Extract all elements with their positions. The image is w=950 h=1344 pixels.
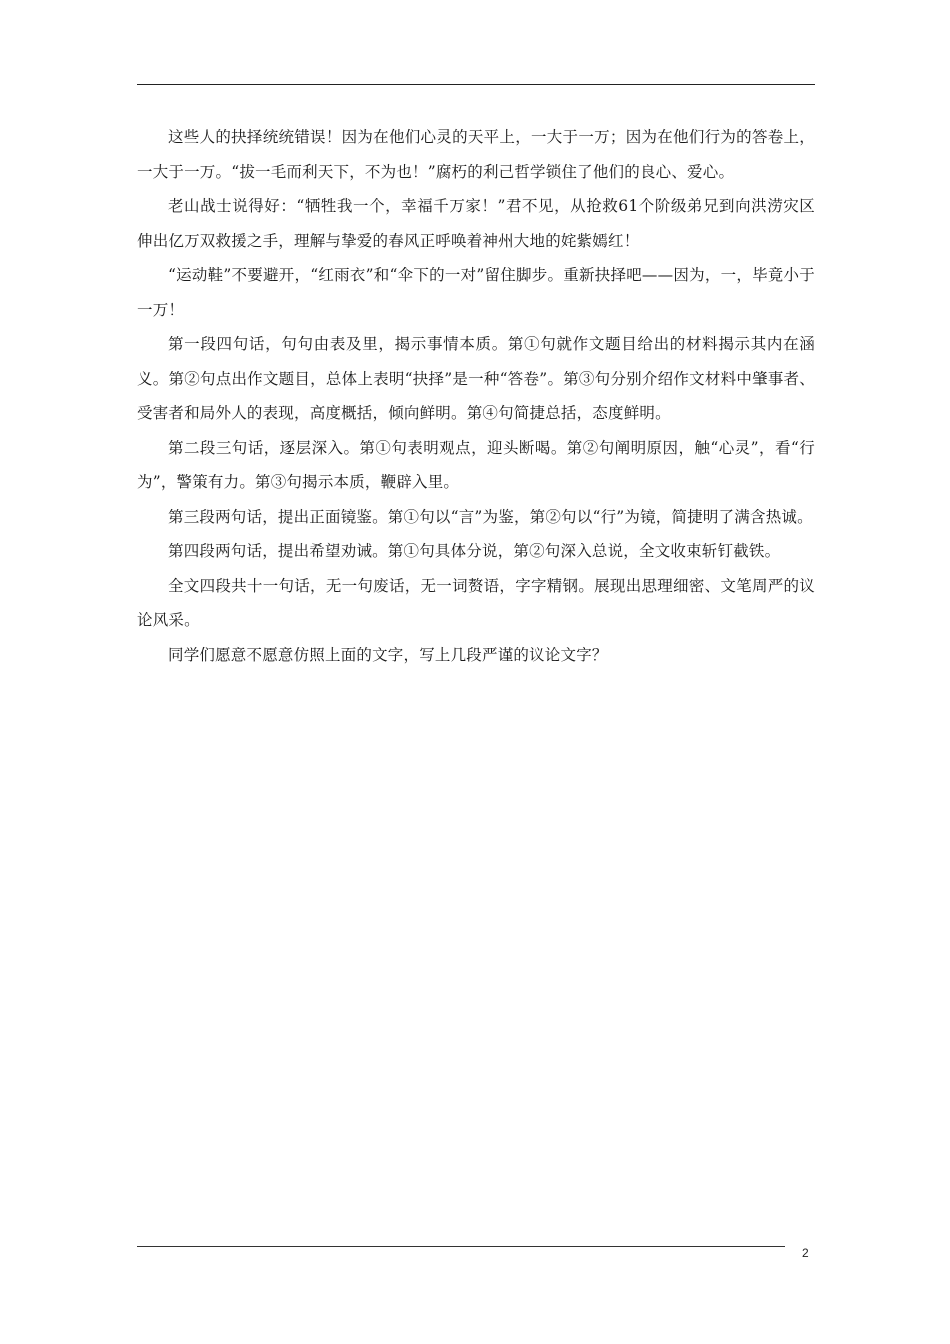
- page-number: 2: [802, 1246, 809, 1260]
- paragraph-7: 第四段两句话，提出希望劝诫。第①句具体分说，第②句深入总说，全文收束斩钉截铁。: [168, 542, 781, 560]
- header-rule: [137, 84, 815, 85]
- paragraph-3: “运动鞋”不要避开，“红雨衣”和“伞下的一对”留住脚步。重新抉择吧——因为，一，毕竟小于一万！: [137, 266, 815, 319]
- paragraph-5: 第二段三句话，逐层深入。第①句表明观点，迎头断喝。第②句阐明原因，触“心灵”，看“行为”，警策有力。第③句揭示本质，鞭辟入里。: [137, 438, 815, 491]
- paragraph-4: 第一段四句话，句句由表及里，揭示事情本质。第①句就作文题目给出的材料揭示其内在涵义。第②句点出作文题目，总体上表明“抉择”是一种“答卷”。第③句分别介绍作文材料中肇事者、受害者和局外人的表现，高度概括，倾向鲜明。第④句简捷总括，态度鲜明。: [137, 335, 815, 422]
- paragraph-8: 全文四段共十一句话，无一句废话，无一词赘语，字字精钢。展现出思理细密、文笔周严的议论风采。: [137, 576, 815, 629]
- footer-rule: [137, 1246, 785, 1247]
- paragraph-2: 老山战士说得好：“牺牲我一个，幸福千万家！”君不见，从抢救61个阶级弟兄到向洪涝灾区伸出亿万双救援之手，理解与挚爱的春风正呼唤着神州大地的姹紫嫣红！: [137, 197, 815, 250]
- paragraph-1: 这些人的抉择统统错误！因为在他们心灵的天平上，一大于一万；因为在他们行为的答卷上，一大于一万。“拔一毛而利天下，不为也！”腐朽的利己哲学锁住了他们的良心、爱心。: [137, 128, 815, 181]
- document-body: [137, 120, 815, 672]
- paragraph-9: 同学们愿意不愿意仿照上面的文字，写上几段严谨的议论文字？: [168, 645, 608, 664]
- paragraph-6: 第三段两句话，提出正面镜鉴。第①句以“言”为鉴，第②句以“行”为镜，简捷明了满含热诚。: [168, 507, 813, 526]
